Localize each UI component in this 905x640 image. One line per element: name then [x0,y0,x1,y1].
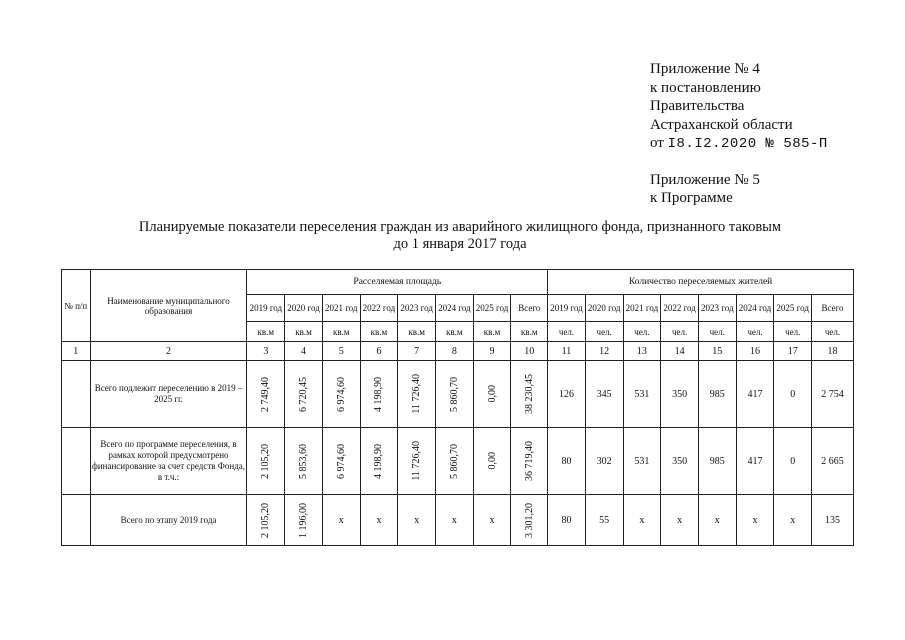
row-name: Всего подлежит переселению в 2019 – 2025 гг. [90,361,247,428]
header-date-prefix: от [650,135,664,151]
area-value: x [360,495,398,546]
resettlement-table [61,269,854,546]
year-header: 2025 год [774,295,812,322]
row-number-empty [62,495,91,546]
people-value: x [661,495,699,546]
area-value-text: 38 230,45 [523,374,535,414]
year-header: 2025 год [473,295,511,322]
unit-people: чел. [661,322,699,342]
title-line-2: до 1 января 2017 года [393,236,527,252]
unit-people: чел. [698,322,736,342]
area-value [436,428,474,495]
area-value-text: 6 974,60 [335,376,347,412]
people-value: 345 [585,361,623,428]
total-header: Всего [511,295,548,322]
col-num-header: № п/п [62,270,91,342]
column-index: 6 [360,342,398,361]
area-value-text: 11 726,40 [411,441,423,481]
area-value: x [436,495,474,546]
area-value: x [398,495,436,546]
column-index: 2 [90,342,247,361]
people-value: 0 [774,428,812,495]
area-value [285,495,323,546]
people-value: 2 754 [812,361,854,428]
year-header: 2022 год [360,295,398,322]
column-index: 1 [62,342,91,361]
unit-people: чел. [774,322,812,342]
area-value-text: 3 301,20 [523,502,535,538]
unit-area: кв.м [247,322,285,342]
people-value: 350 [661,361,699,428]
area-value [360,428,398,495]
year-header: 2023 год [398,295,436,322]
unit-area: кв.м [436,322,474,342]
people-value: 531 [623,361,661,428]
column-index: 13 [623,342,661,361]
column-index: 14 [661,342,699,361]
column-index: 10 [511,342,548,361]
unit-area: кв.м [398,322,436,342]
area-value [322,428,360,495]
area-value [247,428,285,495]
area-value-text: 0,00 [486,385,498,403]
header-appendix-5: Приложение № 5 [650,171,760,188]
year-header: 2023 год [698,295,736,322]
column-index: 3 [247,342,285,361]
year-header: 2020 год [585,295,623,322]
area-value [436,361,474,428]
header-to-program: к Программе [650,190,733,206]
area-value [360,361,398,428]
area-value-text: 4 198,90 [373,376,385,412]
area-value [511,361,548,428]
column-index: 17 [774,342,812,361]
unit-people: чел. [736,322,774,342]
area-value [247,361,285,428]
unit-area: кв.м [511,322,548,342]
people-value: 350 [661,428,699,495]
unit-area: кв.м [360,322,398,342]
column-index: 11 [548,342,586,361]
header-date-number: I8.I2.2020 № 585-П [667,136,828,152]
area-value [322,361,360,428]
area-value-text: 5 853,60 [298,443,310,479]
people-value: x [623,495,661,546]
column-index: 5 [322,342,360,361]
area-group-header: Расселяемая площадь [247,270,548,295]
area-value-text: 4 198,90 [373,443,385,479]
area-value-text: 5 860,70 [448,376,460,412]
people-value: 417 [736,361,774,428]
area-value [473,428,511,495]
area-value [398,361,436,428]
header-block [650,60,890,208]
total-header: Всего [812,295,854,322]
column-index: 15 [698,342,736,361]
area-value-text: 6 720,45 [298,376,310,412]
area-value [398,428,436,495]
unit-people: чел. [623,322,661,342]
document-title [70,219,850,253]
area-value [511,428,548,495]
row-name: Всего по этапу 2019 года [90,495,247,546]
header-line-1: Приложение № 4 [650,61,760,77]
area-value-text: 1 196,00 [298,502,310,538]
row-number-empty [62,428,91,495]
area-value: x [322,495,360,546]
people-value: 302 [585,428,623,495]
row-number-empty [62,361,91,428]
area-value-text: 2 105,20 [260,443,272,479]
people-group-header: Количество переселяемых жителей [548,270,854,295]
unit-people: чел. [812,322,854,342]
area-value-text: 2 749,40 [260,376,272,412]
people-value: 80 [548,428,586,495]
year-header: 2019 год [247,295,285,322]
column-index: 7 [398,342,436,361]
unit-people: чел. [585,322,623,342]
column-index: 9 [473,342,511,361]
people-value: 55 [585,495,623,546]
area-value [511,495,548,546]
area-value [247,495,285,546]
area-value-text: 6 974,60 [335,443,347,479]
unit-area: кв.м [322,322,360,342]
people-value: 2 665 [812,428,854,495]
people-value: 126 [548,361,586,428]
area-value: x [473,495,511,546]
year-header: 2022 год [661,295,699,322]
column-index: 8 [436,342,474,361]
column-index: 4 [285,342,323,361]
unit-area: кв.м [473,322,511,342]
people-value: x [774,495,812,546]
area-value-text: 36 719,40 [523,441,535,481]
title-line-1: Планируемые показатели переселения граждан из аварийного жилищного фонда, признанного таковым [138,219,782,235]
people-value: x [698,495,736,546]
people-value: 417 [736,428,774,495]
header-line-3: Правительства [650,98,745,114]
header-line-2: к постановлению [650,79,761,96]
people-value: 985 [698,428,736,495]
people-value: 531 [623,428,661,495]
year-header: 2020 год [285,295,323,322]
area-value [473,361,511,428]
people-value: x [736,495,774,546]
year-header: 2021 год [623,295,661,322]
column-index: 18 [812,342,854,361]
area-value [285,428,323,495]
year-header: 2024 год [436,295,474,322]
header-line-4: Астраханской области [650,116,793,133]
area-value-text: 11 726,40 [411,374,423,414]
column-index: 12 [585,342,623,361]
people-value: 0 [774,361,812,428]
people-value: 985 [698,361,736,428]
people-value: 135 [812,495,854,546]
area-value [285,361,323,428]
area-value-text: 5 860,70 [448,443,460,479]
people-value: 80 [548,495,586,546]
area-value-text: 0,00 [486,452,498,470]
unit-people: чел. [548,322,586,342]
area-value-text: 2 105,20 [260,502,272,538]
year-header: 2019 год [548,295,586,322]
year-header: 2021 год [322,295,360,322]
header-date-line [650,134,890,154]
col-name-header: Наименование муниципального образования [90,270,247,342]
column-index: 16 [736,342,774,361]
year-header: 2024 год [736,295,774,322]
unit-area: кв.м [285,322,323,342]
row-name: Всего по программе переселения, в рамках которой предусмотрено финансирование за счет средств Фонда, в т.ч.: [90,428,247,495]
